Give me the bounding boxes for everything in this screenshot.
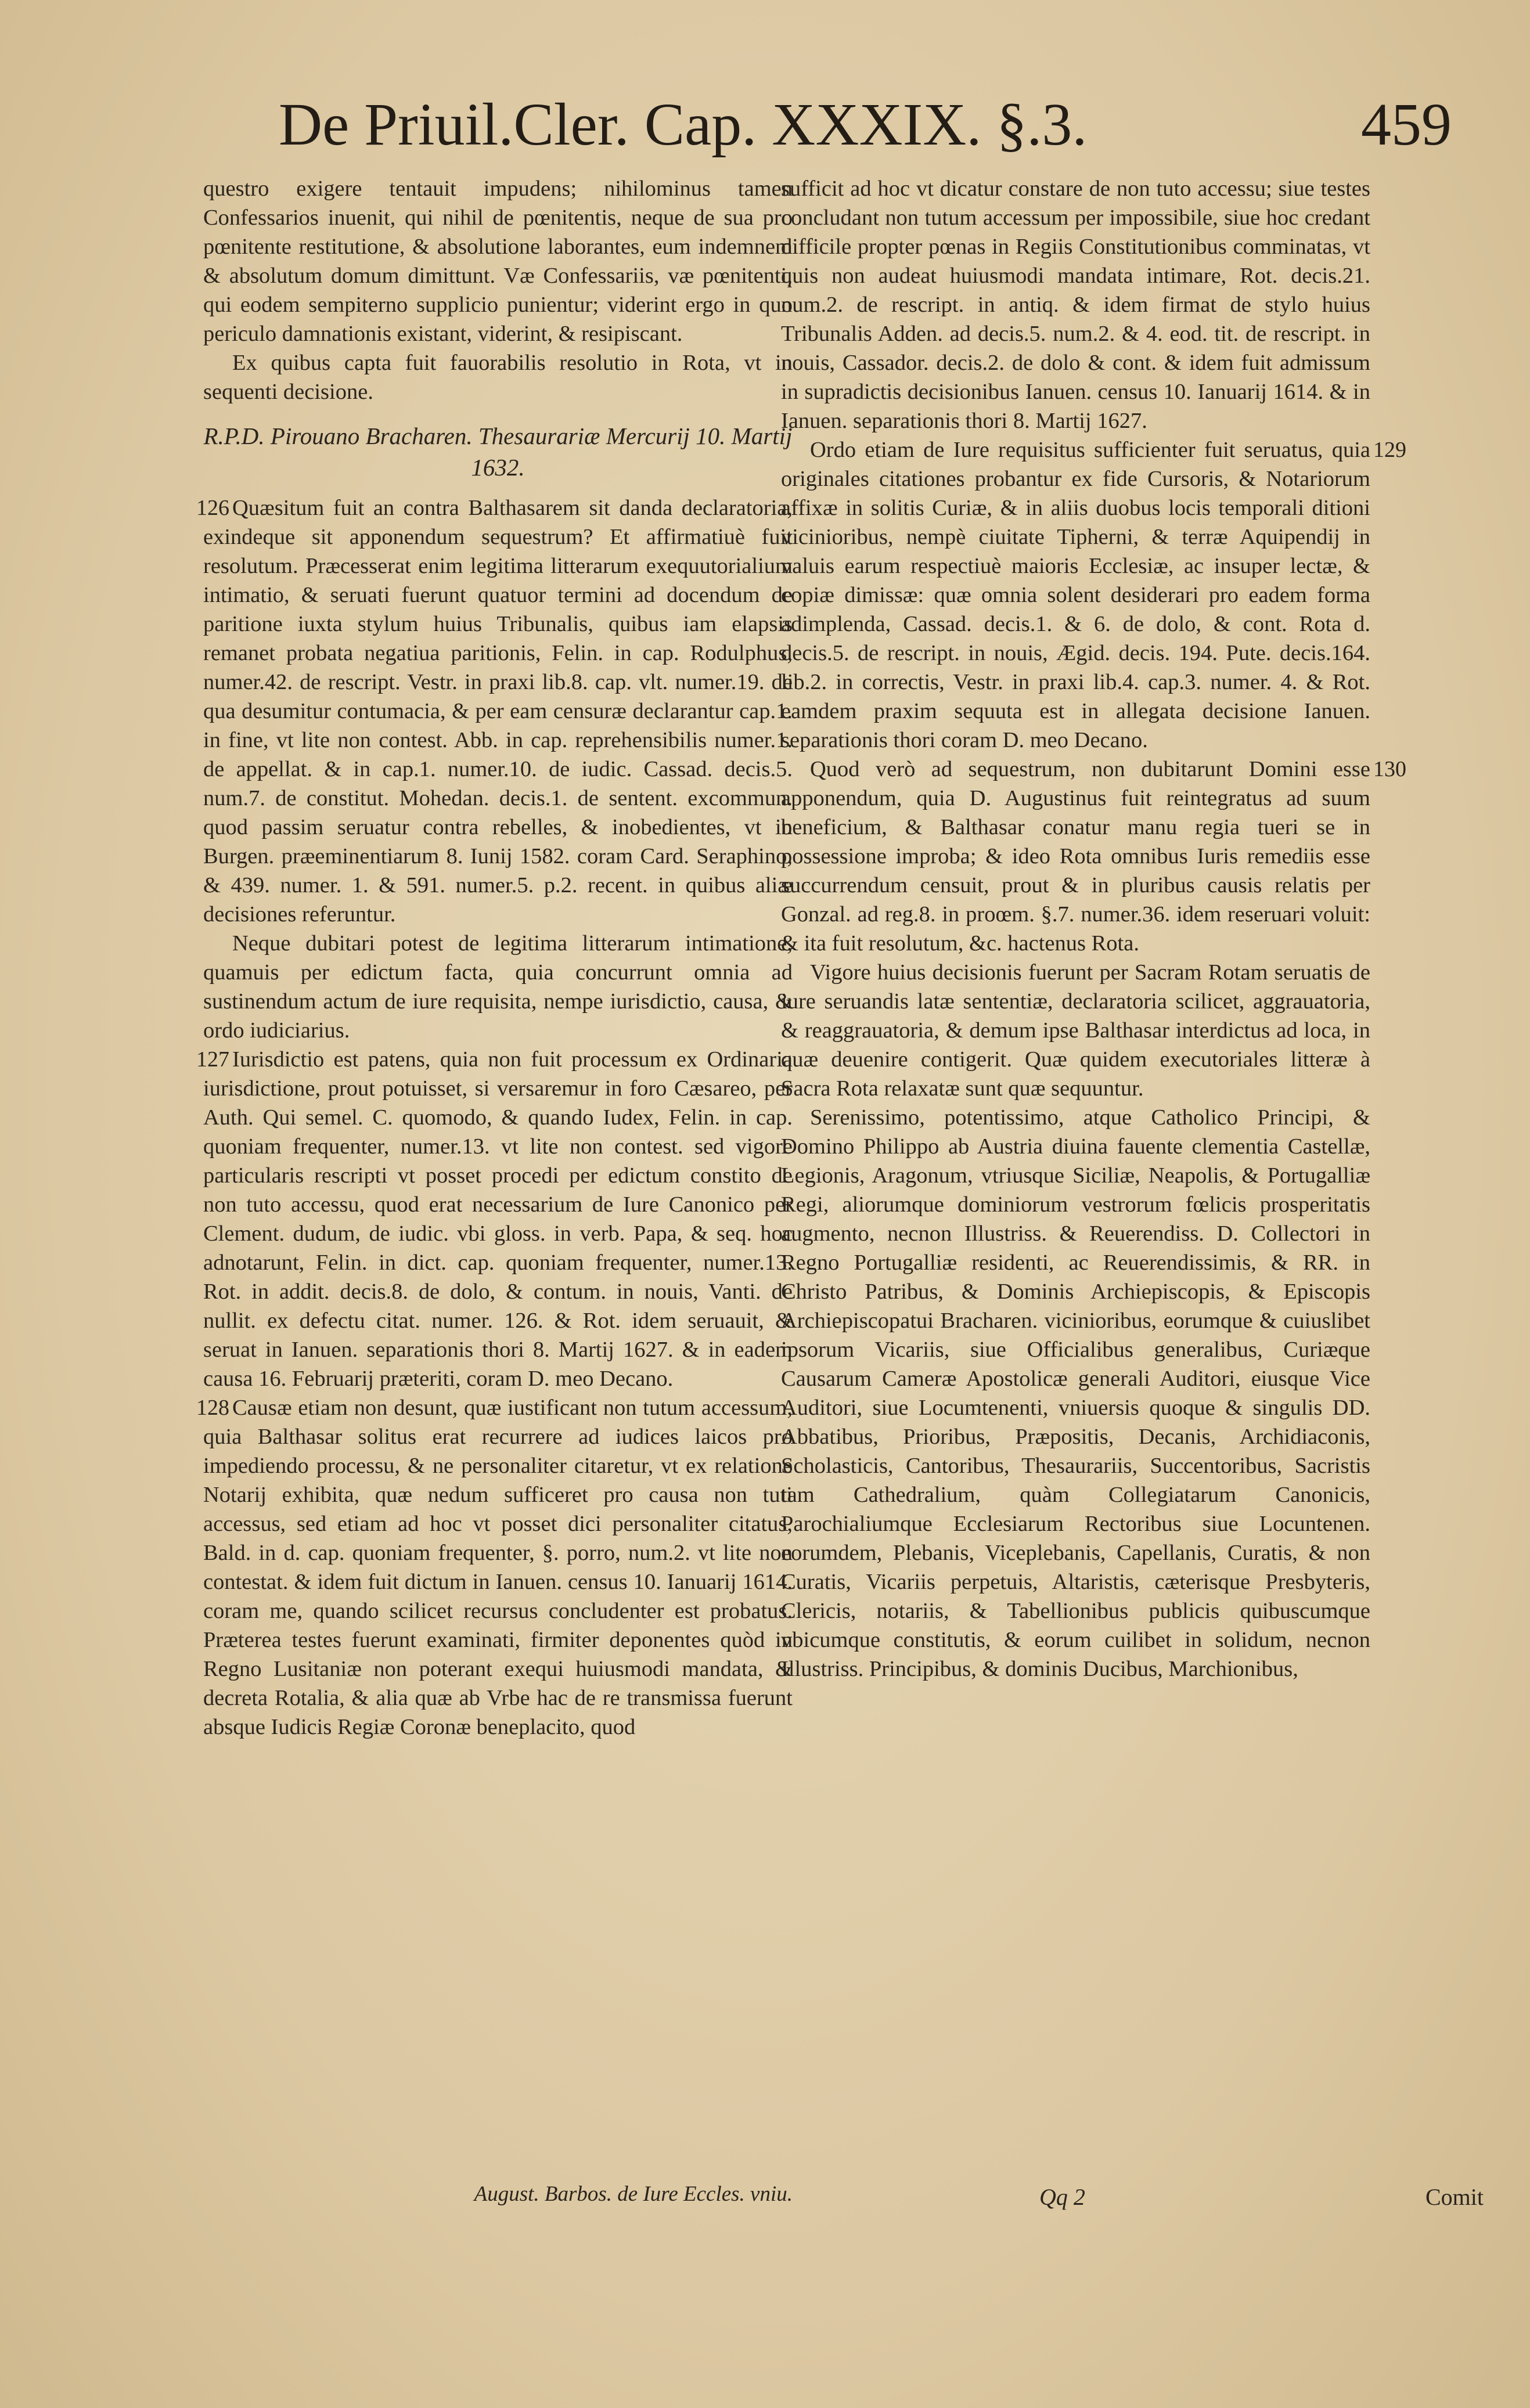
paragraph xyxy=(781,755,1406,958)
paragraph xyxy=(196,1045,793,1393)
margin-number: 128 xyxy=(196,1396,229,1420)
signature-mark: Qq 2 xyxy=(1039,2184,1085,2210)
paragraph: Vigore huius decisionis fuerunt per Sacram Rotam seruatis de iure seruandis latæ sententiæ, declaratoria scilicet, aggrauatoria, & reaggrauatoria, & demum ipse Balthasar interdictus ad loca, in quæ deuenire contigerit. Quæ quidem executoriales litteræ à Sacra Rota relaxatæ sunt quæ sequuntur. xyxy=(781,960,1370,1101)
decision-heading: R.P.D. Pirouano Bracharen. Thesaurariæ Mercurij 10. Martij 1632. xyxy=(203,423,793,481)
margin-number: 129 xyxy=(1373,438,1406,462)
running-title: De Priuil.Cler. Cap. XXXIX. §.3. xyxy=(279,91,1088,158)
margin-number: 130 xyxy=(1373,757,1406,781)
paragraph xyxy=(196,1393,793,1742)
left-column xyxy=(196,174,793,1742)
paragraph: questro exigere tentauit impudens; nihilominus tamen Confessarios inuenit, qui nihil de pœnitentis, neque de sua pro pœnitente restitutione, & absolutione laborantes, eum indemnem & absolutum domum dimittunt. Væ Confessariis, væ pœnitenti, qui eodem sempiterno supplicio punientur; viderint ergo in quo periculo damnationis existant, viderint, & resipiscant. xyxy=(203,176,793,346)
paragraph xyxy=(781,435,1406,755)
margin-number: 127 xyxy=(196,1047,229,1072)
paragraph-text: Iurisdictio est patens, quia non fuit processum ex Ordinaria iurisdictione, prout potuisset, si versaremur in foro Cæsareo, per Auth. Qui semel. C. quomodo, & quando Iudex, Felin. in cap. quoniam frequenter, numer.13. vt lite non contest. sed vigore particularis rescripti vt posset procedi per edictum constito de non tuto accessu, quod erat necessarium de Iure Canonico per Clement. dudum, de iudic. vbi gloss. in verb. Papa, & seq. hoc adnotarunt, Felin. in dict. cap. quoniam frequenter, numer.13. Rot. in addit. decis.8. de dolo, & contum. in nouis, Vanti. de nullit. ex defectu citat. numer. 126. & Rot. idem seruauit, & seruat in Ianuen. separationis thori 8. Martij 1627. & in eadem causa 16. Februarij præteriti, coram D. meo Decano. xyxy=(203,1047,793,1391)
paragraph-text: Ordo etiam de Iure requisitus sufficienter fuit seruatus, quia originales citationes probantur ex fide Cursoris, & Notariorum affixæ in solitis Curiæ, & in aliis duobus locis temporali ditioni vicinioribus, nempè ciuitate Tipherni, & terræ Aquipendij in valuis earum respectiuè maioris Ecclesiæ, ac insuper lectæ, & copiæ dimissæ: quæ omnia solent desiderari pro eadem forma adimplenda, Cassad. decis.1. & 6. de dolo, & cont. Rota d. decis.5. de rescript. in nouis, Ægid. decis. 194. Pute. decis.164. lib.2. in correctis, Vestr. in praxi lib.4. cap.3. numer. 4. & Rot. eamdem praxim sequuta est in allegata decisione Ianuen. separationis thori coram D. meo Decano. xyxy=(781,438,1370,752)
running-header xyxy=(279,87,1452,168)
bottom-note: August. Barbos. de Iure Eccles. vniu. xyxy=(474,2182,793,2206)
paragraph: Ex quibus capta fuit fauorabilis resolutio in Rota, vt in sequenti decisione. xyxy=(203,351,793,404)
paragraph-text: Causæ etiam non desunt, quæ iustificant non tutum accessum, quia Balthasar solitus erat recurrere ad iudices laicos pro impediendo processu, & ne personaliter citaretur, vt ex relatione Notarij exhibita, quæ nedum sufficeret pro causa non tuti accessus, sed etiam ad hoc vt posset dici personaliter citatus, Bald. in d. cap. quoniam frequenter, §. porro, num.2. vt lite non contestat. & idem fuit dictum in Ianuen. census 10. Ianuarij 1614. coram me, quando scilicet recursus concludenter est probatus. Præterea testes fuerunt examinati, firmiter deponentes quòd in Regno Lusitaniæ non poterant exequi huiusmodi mandata, & decreta Rotalia, & alia quæ ab Vrbe hac de re transmissa fuerunt absque Iudicis Regiæ Coronæ beneplacito, quod xyxy=(203,1396,793,1739)
page-number: 459 xyxy=(1361,91,1452,158)
paragraph xyxy=(196,493,793,929)
paragraph: Neque dubitari potest de legitima litterarum intimatione, quamuis per edictum facta, quia concurrunt omnia ad sustinendum actum de iure requisita, nempe iurisdictio, causa, & ordo iudiciarius. xyxy=(203,931,793,1043)
margin-number: 126 xyxy=(196,496,229,520)
paragraph-text: Quod verò ad sequestrum, non dubitarunt Domini esse apponendum, quia D. Augustinus fuit reintegratus ad suum beneficium, & Balthasar conatur manu regia tueri se in possessione improba; & ideo Rota omnibus Iuris remediis esse succurrendum censuit, prout & in pluribus causis relatis per Gonzal. ad reg.8. in proœm. §.7. numer.36. idem reseruari voluit: & ita fuit resolutum, &c. hactenus Rota. xyxy=(781,757,1370,956)
paragraph: sufficit ad hoc vt dicatur constare de non tuto accessu; siue testes concludant non tutum accessum per impossibile, siue hoc credant difficile propter pœnas in Regiis Constitutionibus comminatas, vt quis non audeat huiusmodi mandata intimare, Rot. decis.21. num.2. de rescript. in antiq. & idem firmat de stylo huius Tribunalis Adden. ad decis.5. num.2. & 4. eod. tit. de rescript. in nouis, Cassador. decis.2. de dolo & cont. & idem fuit admissum in supradictis decisionibus Ianuen. census 10. Ianuarij 1614. & in Ianuen. separationis thori 8. Martij 1627. xyxy=(781,176,1370,433)
right-column xyxy=(781,174,1406,1684)
paragraph: Serenissimo, potentissimo, atque Catholico Principi, & Domino Philippo ab Austria diuina fauente clementia Castellæ, Legionis, Aragonum, vtriusque Siciliæ, Neapolis, & Portugalliæ Regi, aliorumque dominiorum vestrorum fœlicis prosperitatis augmento, necnon Illustriss. & Reuerendiss. D. Collectori in Regno Portugalliæ residenti, ac Reuerendissimis, & RR. in Christo Patribus, & Dominis Archiepiscopis, & Episcopis Archiepiscopatui Bracharen. vicinioribus, eorumque & cuiuslibet ipsorum Vicariis, siue Officialibus generalibus, Curiæque Causarum Cameræ Apostolicæ generali Auditori, eiusque Vice Auditori, siue Locumtenenti, vniuersis quoque & singulis DD. Abbatibus, Prioribus, Præpositis, Decanis, Archidiaconis, Scholasticis, Cantoribus, Thesaurariis, Succentoribus, Sacristis tam Cathedralium, quàm Collegiatarum Canonicis, Parochialiumque Ecclesiarum Rectoribus siue Locuntenen. eorumdem, Plebanis, Viceplebanis, Capellanis, Curatis, & non Curatis, Vicariis perpetuis, Altaristis, cæterisque Presbyteris, Clericis, notariis, & Tabellionibus publicis quibuscumque vbicumque constitutis, & eorum cuilibet in solidum, necnon Illustriss. Principibus, & dominis Ducibus, Marchionibus, xyxy=(781,1105,1370,1681)
catchword: Comit xyxy=(1425,2184,1484,2210)
paragraph-text: Quæsitum fuit an contra Balthasarem sit danda declaratoria, exindeque sit apponendum sequestrum? Et affirmatiuè fuit resolutum. Præcesserat enim legitima litterarum exequutorialium intimatio, & seruati fuerunt quatuor termini ad docendum de paritione iuxta stylum huius Tribunalis, quibus iam elapsis remanet probata negatiua paritionis, Felin. in cap. Rodulphus, numer.42. de rescript. Vestr. in praxi lib.8. cap. vlt. numer.19. de qua desumitur contumacia, & per eam censuræ declarantur cap.1. in fine, vt lite non contest. Abb. in cap. reprehensibilis numer.1. de appellat. & in cap.1. numer.10. de iudic. Cassad. decis.5. num.7. de constitut. Mohedan. decis.1. de sentent. excommun. quod passim seruatur contra rebelles, & inobedientes, vt in Burgen. præeminentiarum 8. Iunij 1582. coram Card. Seraphino, & 439. numer. 1. & 591. numer.5. p.2. recent. in quibus aliæ decisiones referuntur. xyxy=(203,496,793,927)
